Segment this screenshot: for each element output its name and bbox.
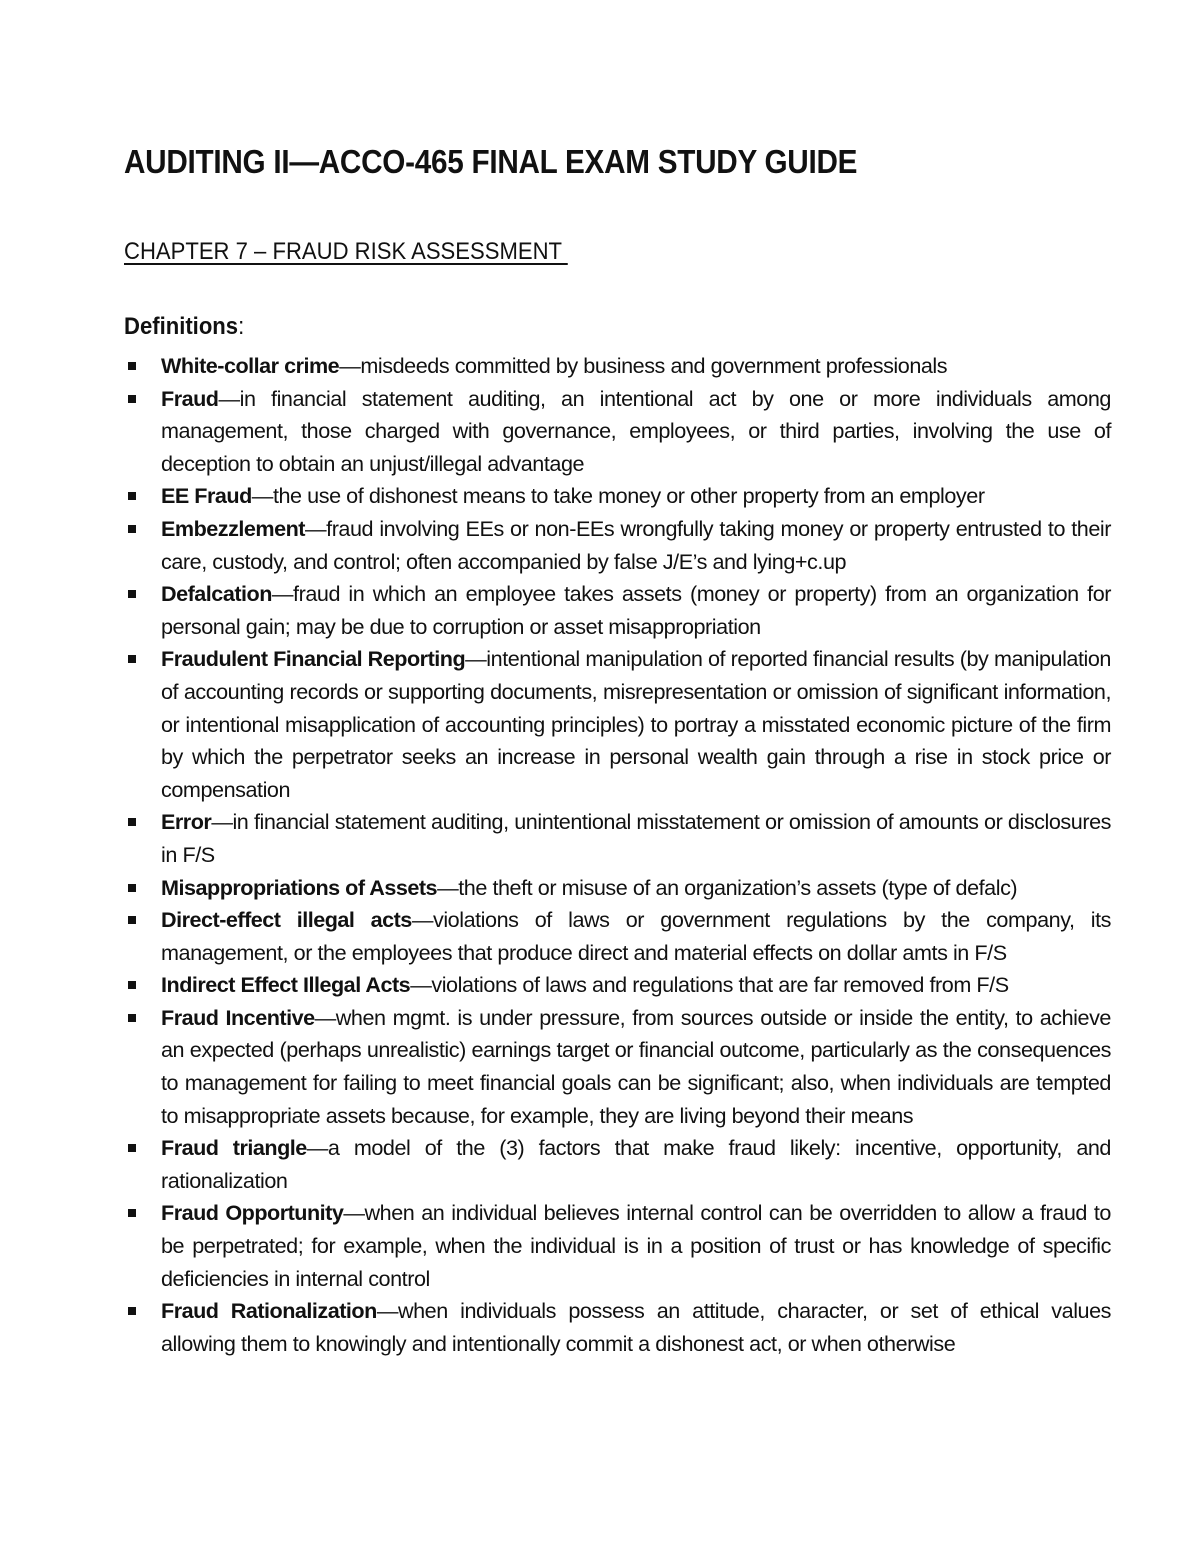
square-bullet-icon bbox=[128, 525, 136, 533]
definitions-heading-colon: : bbox=[238, 313, 245, 340]
definition-text: —when mgmt. is under pressure, from sources outside or inside the entity, to achieve an expected (perhaps unrealistic) earnings target or financial outcome, particularly as the consequences to management for failing to meet financial goals can be significant; also, when individuals are tempted to misappropriate assets because, for example, they are living beyond their means bbox=[161, 1004, 1111, 1128]
definition-item bbox=[126, 480, 1111, 513]
definition-item bbox=[126, 643, 1111, 806]
definition-term: Fraud bbox=[161, 385, 219, 411]
definition-term: Fraudulent Financial Reporting bbox=[161, 646, 466, 672]
definition-item bbox=[126, 904, 1111, 969]
definitions-list bbox=[126, 350, 1111, 1360]
definition-text: —in financial statement auditing, an intentional act by one or more individuals among management, those charged with governance, employees, or third parties, involving the use of deception to obtain an unjust/illegal advantage bbox=[161, 385, 1111, 476]
definition-text: —violations of laws and regulations that are far removed from F/S bbox=[410, 972, 1009, 998]
definition-item bbox=[126, 513, 1111, 578]
definition-text: —fraud in which an employee takes assets (money or property) from an organization for personal gain; may be due to corruption or asset misappropriation bbox=[161, 581, 1111, 639]
square-bullet-icon bbox=[128, 1307, 136, 1315]
square-bullet-icon bbox=[128, 884, 136, 892]
definition-item bbox=[126, 578, 1111, 643]
definition-term: Embezzlement bbox=[161, 515, 305, 541]
document-title: AUDITING II—ACCO-465 FINAL EXAM STUDY GUIDE bbox=[124, 143, 858, 180]
definition-term: Fraud triangle bbox=[161, 1135, 307, 1161]
definition-item bbox=[126, 969, 1111, 1002]
definition-item bbox=[126, 1295, 1111, 1360]
square-bullet-icon bbox=[128, 492, 136, 500]
definition-term: Fraud Incentive bbox=[161, 1004, 315, 1030]
definition-text: —when individuals possess an attitude, character, or set of ethical values allowing them to knowingly and intentionally commit a dishonest act, or when otherwise bbox=[161, 1298, 1112, 1356]
definition-text: —the theft or misuse of an organization’s assets (type of defalc) bbox=[437, 874, 1018, 900]
definition-term: Fraud Opportunity bbox=[161, 1200, 344, 1226]
square-bullet-icon bbox=[128, 590, 136, 598]
definition-term: Error bbox=[161, 809, 212, 835]
definition-text: —misdeeds committed by business and government professionals bbox=[339, 353, 948, 378]
definition-term: Indirect Effect Illegal Acts bbox=[161, 972, 411, 998]
square-bullet-icon bbox=[128, 362, 136, 370]
square-bullet-icon bbox=[128, 818, 136, 826]
definition-term: White-collar crime bbox=[161, 353, 340, 378]
square-bullet-icon bbox=[128, 395, 136, 403]
definition-term: Direct-effect illegal acts bbox=[161, 907, 412, 933]
definition-text: —violations of laws or government regulations by the company, its management, or the employees that produce direct and material effects on dollar amts in F/S bbox=[161, 907, 1111, 965]
square-bullet-icon bbox=[128, 981, 136, 989]
definition-item bbox=[126, 1132, 1111, 1197]
square-bullet-icon bbox=[128, 1014, 136, 1022]
definition-text: —intentional manipulation of reported financial results (by manipulation of accounting records or supporting documents, misrepresentation or omission of significant information, or intentional misapplication of accounting principles) to portray a misstated economic picture of the firm by which the perpetrator seeks an increase in personal wealth gain through a rise in stock price or compensation bbox=[161, 646, 1111, 802]
definition-item bbox=[126, 806, 1111, 871]
definition-item bbox=[126, 350, 1111, 383]
definitions-heading-label: Definitions bbox=[124, 313, 239, 340]
definition-text: —a model of the (3) factors that make fraud likely: incentive, opportunity, and rationalization bbox=[161, 1135, 1111, 1193]
definition-term: Defalcation bbox=[161, 581, 272, 607]
definition-item bbox=[126, 872, 1111, 905]
definition-term: EE Fraud bbox=[161, 483, 252, 509]
square-bullet-icon bbox=[128, 916, 136, 924]
definition-item bbox=[126, 1197, 1111, 1295]
chapter-heading: CHAPTER 7 – FRAUD RISK ASSESSMENT bbox=[124, 238, 568, 265]
square-bullet-icon bbox=[128, 655, 136, 663]
definition-item bbox=[126, 1002, 1111, 1132]
definition-term: Fraud Rationalization bbox=[161, 1298, 377, 1324]
definition-term: Misappropriations of Assets bbox=[161, 874, 438, 900]
square-bullet-icon bbox=[128, 1144, 136, 1152]
definitions-heading bbox=[124, 313, 244, 341]
definition-text: —when an individual believes internal control can be overridden to allow a fraud to be perpetrated; for example, when the individual is in a position of trust or has knowledge of specific deficiencies in internal control bbox=[161, 1200, 1111, 1291]
definition-item bbox=[126, 383, 1111, 481]
square-bullet-icon bbox=[128, 1209, 136, 1217]
definition-text: —in financial statement auditing, unintentional misstatement or omission of amounts or disclosures in F/S bbox=[161, 809, 1111, 867]
definition-text: —fraud involving EEs or non-EEs wrongfully taking money or property entrusted to their care, custody, and control; often accompanied by false J/E’s and lying+c.up bbox=[161, 515, 1111, 574]
definition-text: —the use of dishonest means to take money or other property from an employer bbox=[251, 483, 985, 509]
